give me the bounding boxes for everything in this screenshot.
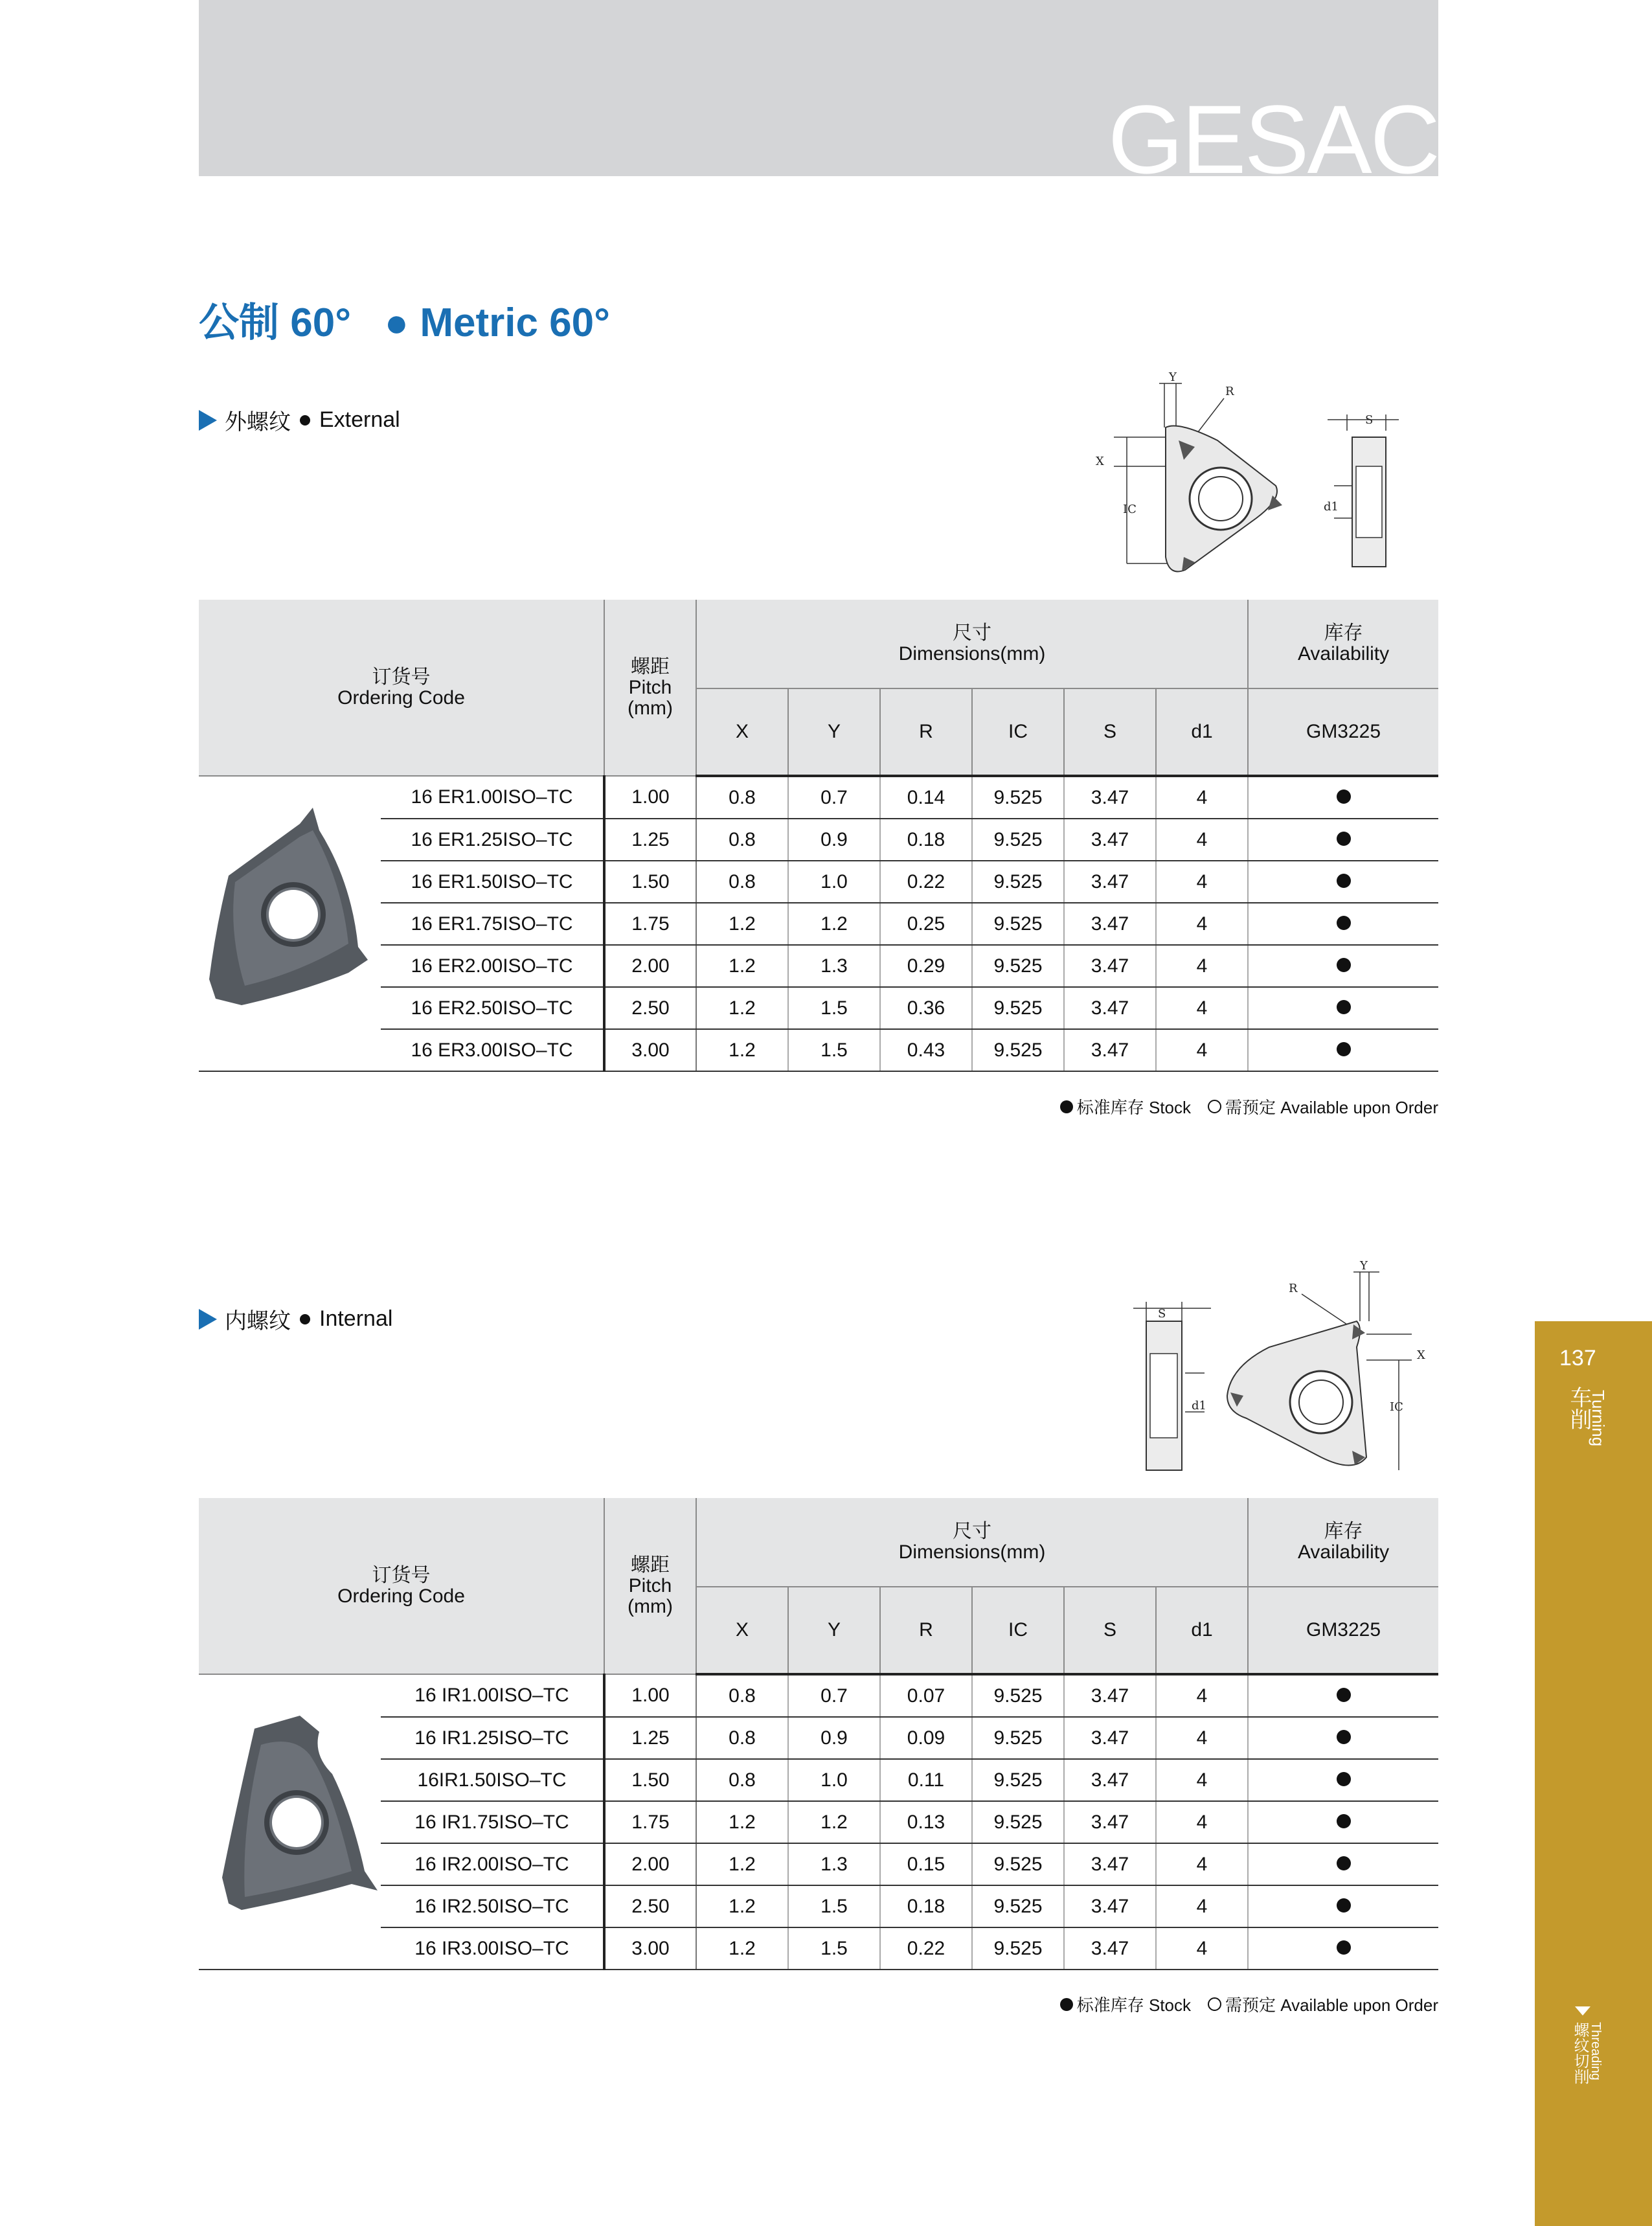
cell-ic: 9.525 [972, 861, 1064, 903]
label-pitch-cn: 螺距 [631, 1554, 670, 1576]
filled-circle-icon [1060, 1998, 1073, 2011]
down-arrow-icon [1575, 2006, 1590, 2016]
section-title-en: External [319, 407, 400, 432]
cell-ic: 9.525 [972, 1801, 1064, 1843]
cell-pitch: 1.75 [604, 903, 696, 945]
col-header-s: S [1064, 688, 1156, 776]
cell-s: 3.47 [1064, 1843, 1156, 1885]
cell-ic: 9.525 [972, 1885, 1064, 1927]
cell-d1: 4 [1156, 1927, 1248, 1970]
col-header-y: Y [788, 688, 880, 776]
in-stock-dot-icon [1337, 1000, 1351, 1014]
in-stock-dot-icon [1337, 832, 1351, 846]
cell-y: 1.3 [788, 945, 880, 987]
cell-pitch: 3.00 [604, 1927, 696, 1970]
label-ordering-code-cn: 订货号 [372, 1564, 431, 1586]
cell-r: 0.18 [880, 1885, 972, 1927]
dot-separator-icon [300, 1314, 310, 1324]
cell-d1: 4 [1156, 903, 1248, 945]
cell-code: 16 ER1.25ISO–TC [381, 819, 604, 861]
cell-x: 0.8 [696, 819, 788, 861]
in-stock-dot-icon [1337, 1688, 1351, 1702]
dot-separator-icon [300, 415, 310, 426]
table-row [199, 1759, 1438, 1801]
cell-r: 0.13 [880, 1801, 972, 1843]
in-stock-dot-icon [1337, 916, 1351, 930]
cell-d1: 4 [1156, 1843, 1248, 1885]
cell-r: 0.36 [880, 987, 972, 1029]
cell-r: 0.43 [880, 1029, 972, 1071]
in-stock-dot-icon [1337, 1730, 1351, 1744]
cell-s: 3.47 [1064, 861, 1156, 903]
cell-y: 1.3 [788, 1843, 880, 1885]
stock-indicator [1248, 1029, 1438, 1071]
in-stock-dot-icon [1337, 1042, 1351, 1056]
cell-ic: 9.525 [972, 1674, 1064, 1717]
cell-y: 1.2 [788, 903, 880, 945]
stock-indicator [1248, 1717, 1438, 1759]
chapter-label-cn: 车削 [1567, 1386, 1591, 1430]
section-title-cn: 内螺纹 [225, 1309, 291, 1334]
diagram-label-y: Y [1169, 370, 1177, 384]
stock-indicator [1248, 1843, 1438, 1885]
cell-r: 0.15 [880, 1843, 972, 1885]
col-header-y: Y [788, 1587, 880, 1674]
internal-insert-photo [199, 1674, 381, 1970]
label-pitch-unit: (mm) [628, 1595, 673, 1617]
cell-pitch: 1.50 [604, 1759, 696, 1801]
in-stock-dot-icon [1337, 1772, 1351, 1786]
cell-d1: 4 [1156, 861, 1248, 903]
hollow-circle-icon [1208, 1100, 1221, 1113]
in-stock-dot-icon [1337, 1814, 1351, 1828]
stock-indicator [1248, 861, 1438, 903]
cell-y: 0.9 [788, 1717, 880, 1759]
col-header-pitch [604, 600, 696, 776]
table-row [199, 903, 1438, 945]
cell-s: 3.47 [1064, 1759, 1156, 1801]
cell-ic: 9.525 [972, 776, 1064, 819]
cell-x: 1.2 [696, 1843, 788, 1885]
diagram-label-ic: IC [1390, 1400, 1403, 1414]
in-stock-dot-icon [1337, 1898, 1351, 1913]
cell-x: 1.2 [696, 1029, 788, 1071]
label-dimensions-cn: 尺寸 [953, 622, 992, 644]
cell-pitch: 1.50 [604, 861, 696, 903]
label-order: 需预定 Available upon Order [1225, 1995, 1438, 2015]
col-header-ordering-code [199, 600, 604, 776]
cell-y: 1.5 [788, 1927, 880, 1970]
hollow-circle-icon [1208, 1997, 1221, 2011]
cell-d1: 4 [1156, 1029, 1248, 1071]
cell-y: 0.7 [788, 1674, 880, 1717]
cell-ic: 9.525 [972, 987, 1064, 1029]
table-row [199, 945, 1438, 987]
external-insert-table [199, 600, 1438, 1072]
col-header-r: R [880, 688, 972, 776]
internal-insert-dimension-diagram [1107, 1256, 1438, 1483]
cell-pitch: 1.00 [604, 1674, 696, 1717]
triangle-bullet-icon [199, 410, 217, 431]
col-header-ordering-code [199, 1498, 604, 1674]
cell-ic: 9.525 [972, 1717, 1064, 1759]
cell-y: 1.2 [788, 1801, 880, 1843]
label-ordering-code-en: Ordering Code [337, 1585, 465, 1607]
cell-s: 3.47 [1064, 776, 1156, 819]
cell-s: 3.47 [1064, 987, 1156, 1029]
cell-s: 3.47 [1064, 945, 1156, 987]
cell-r: 0.11 [880, 1759, 972, 1801]
header-banner [199, 0, 1438, 176]
diagram-label-r: R [1225, 385, 1234, 398]
cell-y: 1.5 [788, 1885, 880, 1927]
cell-x: 1.2 [696, 987, 788, 1029]
cell-code: 16 ER1.00ISO–TC [381, 776, 604, 819]
availability-legend [1060, 1992, 1438, 2016]
cell-x: 1.2 [696, 1885, 788, 1927]
cell-d1: 4 [1156, 1717, 1248, 1759]
table-row [199, 861, 1438, 903]
cell-x: 1.2 [696, 945, 788, 987]
table-row [199, 819, 1438, 861]
cell-pitch: 2.50 [604, 987, 696, 1029]
diagram-label-d1: d1 [1324, 500, 1339, 514]
cell-y: 1.0 [788, 1759, 880, 1801]
cell-code: 16 ER2.50ISO–TC [381, 987, 604, 1029]
external-insert-dimension-diagram [1088, 369, 1431, 589]
cell-code: 16IR1.50ISO–TC [381, 1759, 604, 1801]
cell-code: 16 IR3.00ISO–TC [381, 1927, 604, 1970]
cell-y: 1.5 [788, 1029, 880, 1071]
cell-x: 0.8 [696, 1717, 788, 1759]
cell-r: 0.22 [880, 1927, 972, 1970]
in-stock-dot-icon [1337, 789, 1351, 804]
subchapter-label-en: Threading [1589, 2022, 1603, 2081]
col-header-dimensions [696, 1498, 1248, 1587]
cell-code: 16 IR2.00ISO–TC [381, 1843, 604, 1885]
label-pitch-cn: 螺距 [631, 655, 670, 677]
cell-s: 3.47 [1064, 819, 1156, 861]
cell-s: 3.47 [1064, 1885, 1156, 1927]
brand-logo-text: GESAC [1107, 85, 1438, 176]
label-dimensions-en: Dimensions(mm) [898, 643, 1046, 664]
triangle-bullet-icon [199, 1309, 217, 1330]
cell-r: 0.07 [880, 1674, 972, 1717]
cell-y: 1.0 [788, 861, 880, 903]
cell-pitch: 1.25 [604, 819, 696, 861]
col-header-d1: d1 [1156, 1587, 1248, 1674]
cell-x: 1.2 [696, 903, 788, 945]
cell-code: 16 IR1.00ISO–TC [381, 1674, 604, 1717]
col-header-dimensions [696, 600, 1248, 688]
cell-x: 0.8 [696, 1759, 788, 1801]
cell-pitch: 2.00 [604, 945, 696, 987]
cell-y: 1.5 [788, 987, 880, 1029]
stock-indicator [1248, 776, 1438, 819]
label-availability-en: Availability [1297, 643, 1390, 664]
filled-circle-icon [1060, 1100, 1073, 1113]
cell-d1: 4 [1156, 776, 1248, 819]
cell-r: 0.29 [880, 945, 972, 987]
cell-r: 0.14 [880, 776, 972, 819]
label-pitch-unit: (mm) [628, 697, 673, 719]
cell-d1: 4 [1156, 987, 1248, 1029]
cell-d1: 4 [1156, 945, 1248, 987]
chapter-side-tab [1535, 1321, 1652, 2226]
col-header-grade: GM3225 [1248, 688, 1438, 776]
label-pitch-en: Pitch [628, 676, 672, 698]
label-stock: 标准库存 Stock [1076, 1995, 1191, 2015]
cell-ic: 9.525 [972, 1029, 1064, 1071]
table-row [199, 1843, 1438, 1885]
cell-code: 16 ER1.75ISO–TC [381, 903, 604, 945]
cell-s: 3.47 [1064, 903, 1156, 945]
table-row [199, 1029, 1438, 1071]
diagram-label-x: X [1417, 1348, 1425, 1362]
cell-ic: 9.525 [972, 1927, 1064, 1970]
diagram-label-x: X [1096, 455, 1104, 468]
label-stock: 标准库存 Stock [1076, 1098, 1191, 1117]
stock-indicator [1248, 1759, 1438, 1801]
page-number: 137 [1559, 1346, 1596, 1370]
cell-code: 16 ER3.00ISO–TC [381, 1029, 604, 1071]
cell-d1: 4 [1156, 1885, 1248, 1927]
stock-indicator [1248, 1885, 1438, 1927]
cell-r: 0.09 [880, 1717, 972, 1759]
cell-r: 0.22 [880, 861, 972, 903]
label-availability-en: Availability [1297, 1541, 1390, 1563]
in-stock-dot-icon [1337, 958, 1351, 972]
section-heading-external [199, 404, 400, 436]
cell-ic: 9.525 [972, 819, 1064, 861]
table-row [199, 1927, 1438, 1970]
label-ordering-code-cn: 订货号 [372, 666, 431, 688]
col-header-s: S [1064, 1587, 1156, 1674]
stock-indicator [1248, 987, 1438, 1029]
cell-r: 0.18 [880, 819, 972, 861]
cell-y: 0.7 [788, 776, 880, 819]
cell-ic: 9.525 [972, 1843, 1064, 1885]
cell-pitch: 1.25 [604, 1717, 696, 1759]
chapter-label-en: Turning [1589, 1390, 1608, 1447]
cell-s: 3.47 [1064, 1674, 1156, 1717]
cell-ic: 9.525 [972, 1759, 1064, 1801]
cell-y: 0.9 [788, 819, 880, 861]
section-title-cn: 外螺纹 [225, 410, 291, 435]
cell-s: 3.47 [1064, 1029, 1156, 1071]
cell-x: 1.2 [696, 1927, 788, 1970]
cell-d1: 4 [1156, 819, 1248, 861]
col-header-grade: GM3225 [1248, 1587, 1438, 1674]
cell-ic: 9.525 [972, 903, 1064, 945]
cell-code: 16 IR2.50ISO–TC [381, 1885, 604, 1927]
col-header-ic: IC [972, 688, 1064, 776]
cell-x: 0.8 [696, 861, 788, 903]
cell-pitch: 2.50 [604, 1885, 696, 1927]
stock-indicator [1248, 1801, 1438, 1843]
cell-d1: 4 [1156, 1759, 1248, 1801]
cell-code: 16 IR1.75ISO–TC [381, 1801, 604, 1843]
internal-insert-table [199, 1498, 1438, 1970]
stock-indicator [1248, 1674, 1438, 1717]
cell-x: 0.8 [696, 776, 788, 819]
col-header-x: X [696, 1587, 788, 1674]
cell-code: 16 IR1.25ISO–TC [381, 1717, 604, 1759]
table-row [199, 1674, 1438, 1717]
subchapter-label-cn: 螺纹切削 [1571, 2022, 1589, 2084]
col-header-x: X [696, 688, 788, 776]
cell-s: 3.47 [1064, 1717, 1156, 1759]
cell-d1: 4 [1156, 1674, 1248, 1717]
stock-indicator [1248, 945, 1438, 987]
in-stock-dot-icon [1337, 874, 1351, 888]
col-header-d1: d1 [1156, 688, 1248, 776]
cell-r: 0.25 [880, 903, 972, 945]
label-order: 需预定 Available upon Order [1225, 1098, 1438, 1117]
table-row [199, 1717, 1438, 1759]
diagram-label-s: S [1365, 413, 1374, 427]
col-header-pitch [604, 1498, 696, 1674]
stock-indicator [1248, 903, 1438, 945]
cell-s: 3.47 [1064, 1801, 1156, 1843]
cell-code: 16 ER2.00ISO–TC [381, 945, 604, 987]
diagram-label-ic: IC [1123, 503, 1137, 516]
cell-pitch: 1.75 [604, 1801, 696, 1843]
col-header-ic: IC [972, 1587, 1064, 1674]
col-header-r: R [880, 1587, 972, 1674]
section-title-en: Internal [319, 1306, 393, 1331]
cell-pitch: 1.00 [604, 776, 696, 819]
cell-s: 3.47 [1064, 1927, 1156, 1970]
cell-x: 1.2 [696, 1801, 788, 1843]
cell-pitch: 3.00 [604, 1029, 696, 1071]
in-stock-dot-icon [1337, 1940, 1351, 1955]
cell-ic: 9.525 [972, 945, 1064, 987]
diagram-label-s: S [1158, 1307, 1166, 1321]
label-availability-cn: 库存 [1324, 1521, 1363, 1542]
diagram-label-y: Y [1360, 1259, 1368, 1273]
cell-x: 0.8 [696, 1674, 788, 1717]
label-dimensions-cn: 尺寸 [953, 1521, 992, 1542]
cell-code: 16 ER1.50ISO–TC [381, 861, 604, 903]
page-title: 公制 60° ● Metric 60° [199, 301, 610, 345]
label-ordering-code-en: Ordering Code [337, 687, 465, 709]
cell-pitch: 2.00 [604, 1843, 696, 1885]
label-availability-cn: 库存 [1324, 622, 1363, 644]
stock-indicator [1248, 1927, 1438, 1970]
table-row [199, 776, 1438, 819]
table-row [199, 1801, 1438, 1843]
col-header-availability [1248, 1498, 1438, 1587]
diagram-label-d1: d1 [1192, 1399, 1206, 1413]
label-pitch-en: Pitch [628, 1574, 672, 1596]
diagram-label-r: R [1289, 1282, 1298, 1295]
in-stock-dot-icon [1337, 1856, 1351, 1870]
table-row [199, 987, 1438, 1029]
col-header-availability [1248, 600, 1438, 688]
table-row [199, 1885, 1438, 1927]
availability-legend [1060, 1095, 1438, 1119]
section-heading-internal [199, 1303, 392, 1335]
stock-indicator [1248, 819, 1438, 861]
cell-d1: 4 [1156, 1801, 1248, 1843]
label-dimensions-en: Dimensions(mm) [898, 1541, 1046, 1563]
external-insert-photo [199, 776, 381, 1071]
